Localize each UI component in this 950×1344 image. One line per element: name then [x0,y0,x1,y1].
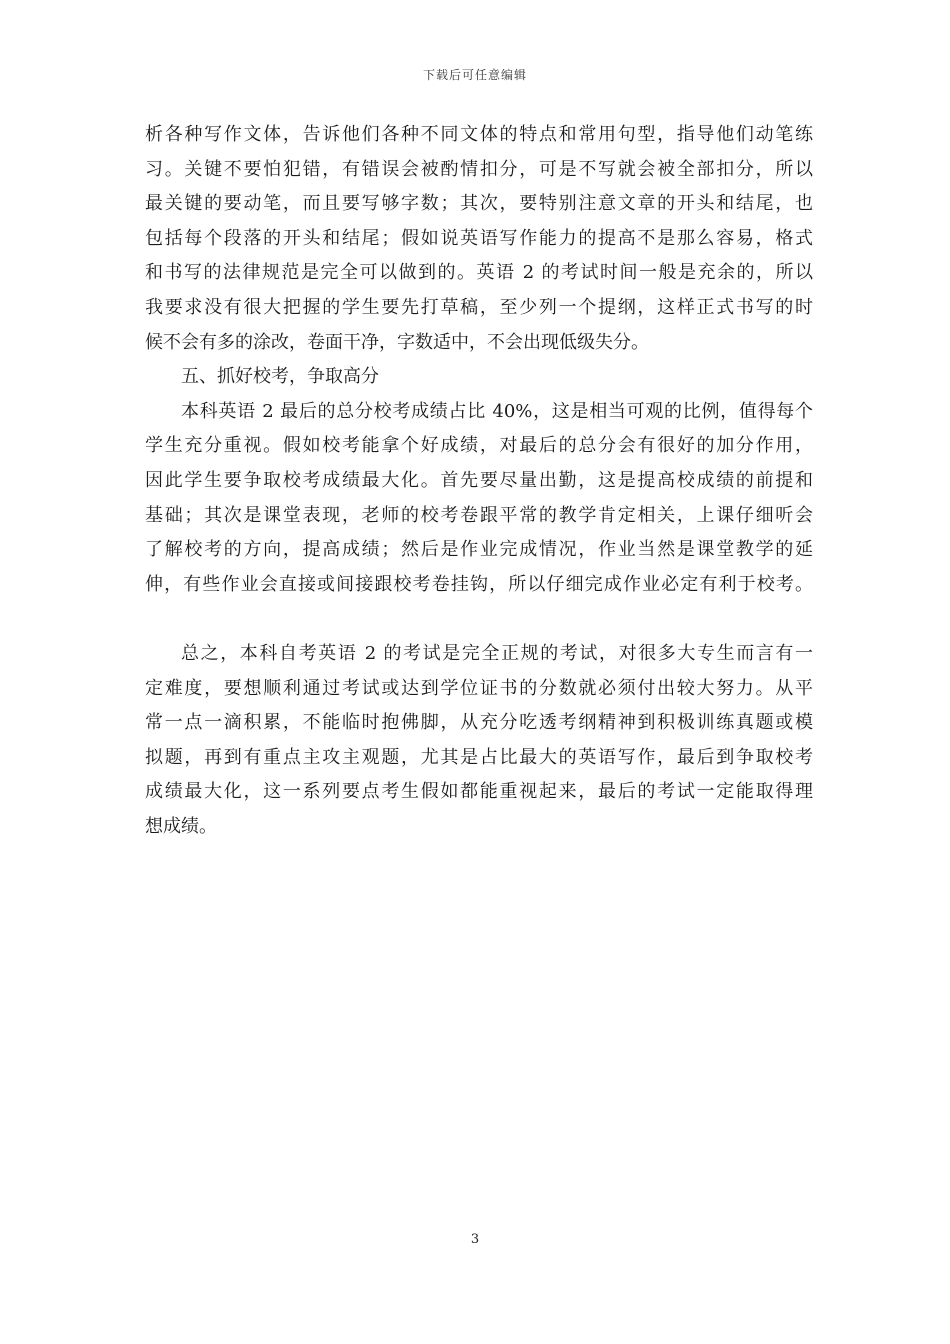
page-header: 下载后可任意编辑 [422,68,527,82]
paragraph-spacer [145,602,813,637]
text-line: 最关键的要动笔，而且要写够字数；其次，要特别注意文章的开头和结尾，也 [145,193,813,215]
text-line: 学生充分重视。假如校考能拿个好成绩，对最后的总分会有很好的加分作用， [145,435,813,457]
text-line: 成绩最大化，这一系列要点考生假如都能重视起来，最后的考试一定能取得理 [145,781,813,803]
page-number: 3 [470,1232,480,1247]
paragraph-conclusion [145,637,813,845]
text-line: 习。关键不要怕犯错，有错误会被酌情扣分，可是不写就会被全部扣分，所以 [145,158,813,180]
text-line: 我要求没有很大把握的学生要先打草稿，至少列一个提纲，这样正式书写的时 [145,296,813,318]
text-line: 本科英语 2 最后的总分校考成绩占比 40%，这是相当可观的比例，值得每个 [181,400,813,422]
text-line: 和书写的法律规范是完全可以做到的。英语 2 的考试时间一般是充余的，所以 [145,262,813,284]
text-line: 包括每个段落的开头和结尾；假如说英语写作能力的提高不是那么容易，格式 [145,227,813,249]
text-line: 想成绩。 [145,815,217,837]
text-line: 候不会有多的涂改，卷面干净，字数适中，不会出现低级失分。 [145,331,649,353]
text-line: 因此学生要争取校考成绩最大化。首先要尽量出勤，这是提高校成绩的前提和 [145,469,813,491]
text-line: 拟题，再到有重点主攻主观题，尤其是占比最大的英语写作，最后到争取校考 [145,746,813,768]
text-line: 定难度，要想顺利通过考试或达到学位证书的分数就必须付出较大努力。从平 [145,677,813,699]
paragraph-writing-advice [145,118,813,360]
paragraph-school-exam [145,395,813,603]
text-line: 常一点一滴积累，不能临时抱佛脚，从充分吃透考纲精神到积极训练真题或模 [145,712,813,734]
text-line: 伸，有些作业会直接或间接跟校考卷挂钩，所以仔细完成作业必定有利于校考。 [145,573,813,595]
text-line: 析各种写作文体，告诉他们各种不同文体的特点和常用句型，指导他们动笔练 [145,124,813,145]
section-heading: 五、抓好校考，争取高分 [181,366,379,388]
text-line: 了解校考的方向，提高成绩；然后是作业完成情况，作业当然是课堂教学的延 [145,539,813,561]
document-body [145,118,813,844]
text-line: 基础；其次是课堂表现，老师的校考卷跟平常的教学肯定相关，上课仔细听会 [145,504,813,526]
text-line: 总之，本科自考英语 2 的考试是完全正规的考试，对很多大专生而言有一 [181,642,813,664]
